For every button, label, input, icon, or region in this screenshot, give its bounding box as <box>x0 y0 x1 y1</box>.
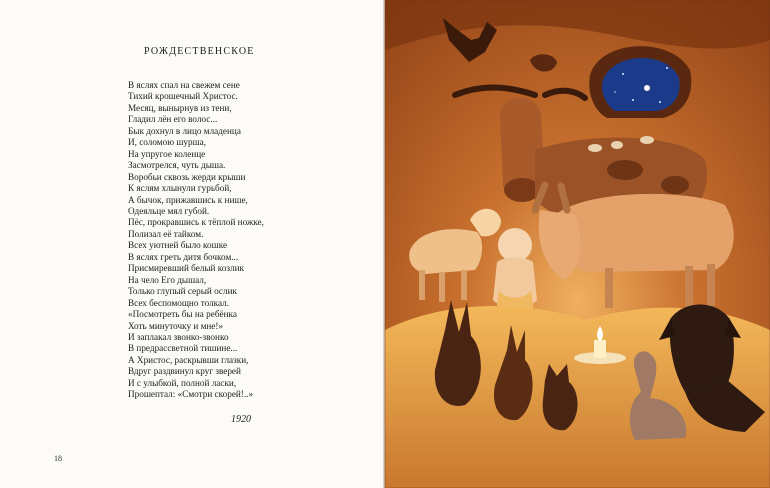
nativity-scene <box>385 0 770 488</box>
poem-line: На чело Его дышал, <box>128 274 207 285</box>
poem-text <box>128 80 264 401</box>
poem-line: Полизал её тайком. <box>128 228 204 239</box>
nativity-illustration <box>385 0 770 488</box>
poem-line: К яслям хлынули гурьбой, <box>128 183 232 194</box>
poem-line: Засмотрелся, чуть дыша. <box>128 160 226 171</box>
poem-line: На упругое коленце <box>128 148 206 159</box>
poem-line: Пёс, прокравшись к тёплой ножке, <box>128 217 264 228</box>
poem-line: Присмиревший белый козлик <box>128 263 244 274</box>
poem-line: Одеяльце мял губой. <box>128 205 210 216</box>
poem-line: Только глупый серый ослик <box>128 286 237 297</box>
poem-title: РОЖДЕСТВЕНСКОЕ <box>144 46 255 57</box>
poem-line: Бык дохнул в лицо младенца <box>128 125 241 136</box>
poem-line: А бычок, прижавшись к нише, <box>128 194 248 205</box>
poem-line: Воробьи сквозь жерди крыши <box>128 171 246 182</box>
poem-line: Тихий крошечный Христос. <box>128 91 238 102</box>
stable-window <box>589 46 691 118</box>
poem-line: И с улыбкой, полной ласки, <box>128 377 237 388</box>
star-icon <box>644 85 650 91</box>
poem-line: Вдруг раздвинул круг зверей <box>128 366 241 377</box>
poem-line: В предрассветной тишине... <box>128 343 238 354</box>
poem-line: Хоть минуточку и мне!» <box>128 320 224 331</box>
poem-line: А Христос, раскрывши глазки, <box>128 354 249 365</box>
poem-line: Гладил лён его волос... <box>128 114 218 125</box>
poem-line: «Посмотреть бы на ребёнка <box>128 309 237 320</box>
poem-line: И заплакал звонко-звонко <box>128 331 229 342</box>
poem-line: Месяц, вынырнув из тени, <box>128 102 232 113</box>
page-number: 18 <box>54 454 62 463</box>
poem-line: Всех беспомощно толкал. <box>128 297 230 308</box>
poem-line: И, соломою шурша, <box>128 137 207 148</box>
poem-line: Всех уютней было кошке <box>128 240 228 251</box>
poem-line: В яслях спал на свежем сене <box>128 80 240 90</box>
poem-line: Прошептал: «Смотри скорей!..» <box>128 389 254 400</box>
poem-year: 1920 <box>231 414 251 425</box>
poem-line: В яслях греть дитя бочком... <box>128 251 239 262</box>
